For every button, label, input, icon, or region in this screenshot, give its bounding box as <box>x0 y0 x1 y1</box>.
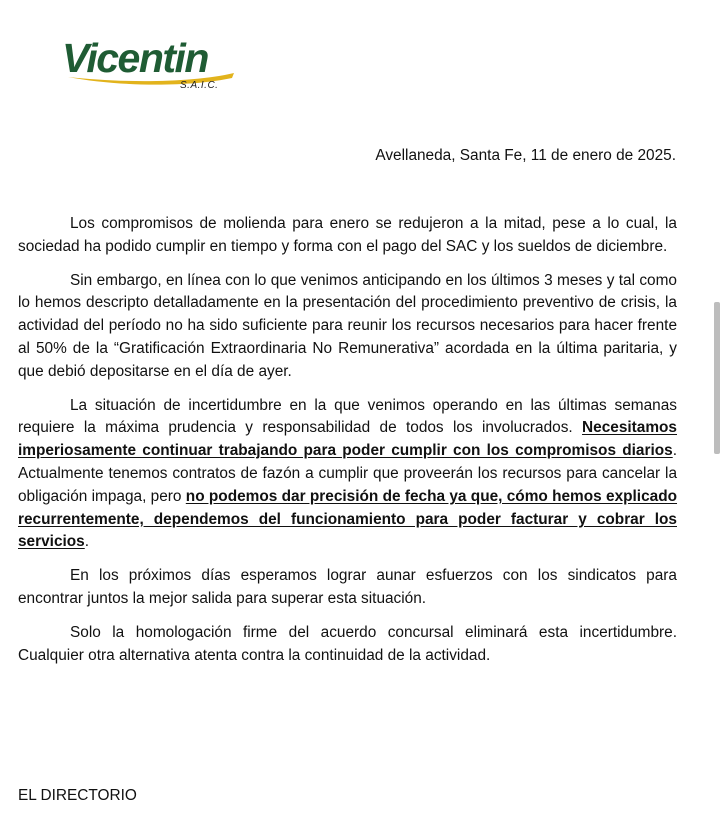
letter-body <box>18 213 677 678</box>
logo-suffix: S.A.I.C. <box>180 80 219 91</box>
paragraph-1: Los compromisos de molienda para enero se redujeron a la mitad, pese a lo cual, la sociedad ha podido cumplir en tiempo y forma con el pago del SAC y los sueldos de diciembre. <box>18 215 677 255</box>
signature: EL DIRECTORIO <box>18 787 137 804</box>
paragraph-2: Sin embargo, en línea con lo que venimos anticipando en los últimos 3 meses y tal como lo hemos descripto detalladamente en la presentación del procedimiento preventivo de crisis, la actividad del período no ha sido suficiente para reunir los recursos necesarios para hacer frente al 50% de la “Gratificación Extraordinaria No Remunerativa” acordada en la última paritaria, y que debió depositarse en el día de ayer. <box>18 271 677 380</box>
emphasis-no-date-precision: no podemos dar precisión de fecha ya que, cómo hemos explicado recurrentemente, dependemos del funcionamiento para poder facturar y cobrar los servicios <box>18 487 678 551</box>
logo-wordmark: Vicentin <box>62 35 208 81</box>
scrollbar-thumb[interactable] <box>714 302 720 454</box>
paragraph-3 <box>18 395 677 555</box>
paragraph-3-part-3: . <box>84 533 90 551</box>
emphasis-continue-working: Necesitamos imperiosamente continuar trabajando para poder cumplir con los compromisos diarios <box>18 419 677 460</box>
paragraph-3-part-1: La situación de incertidumbre en la que venimos operando en las últimas semanas requiere la máxima prudencia y responsabilidad de todos los involucrados. <box>18 396 677 437</box>
company-logo <box>62 36 252 100</box>
paragraph-4: En los próximos días esperamos lograr aunar esfuerzos con los sindicatos para encontrar juntos la mejor salida para superar esta situación. <box>18 567 677 607</box>
paragraph-3-part-2: . Actualmente tenemos contratos de fazón a cumplir que proveerán los recursos para cancelar la obligación impaga, pero <box>18 442 677 505</box>
date-line: Avellaneda, Santa Fe, 11 de enero de 2025. <box>375 147 676 164</box>
paragraph-5: Solo la homologación firme del acuerdo concursal eliminará esta incertidumbre. Cualquier otra alternativa atenta contra la continuidad de la actividad. <box>18 623 677 664</box>
